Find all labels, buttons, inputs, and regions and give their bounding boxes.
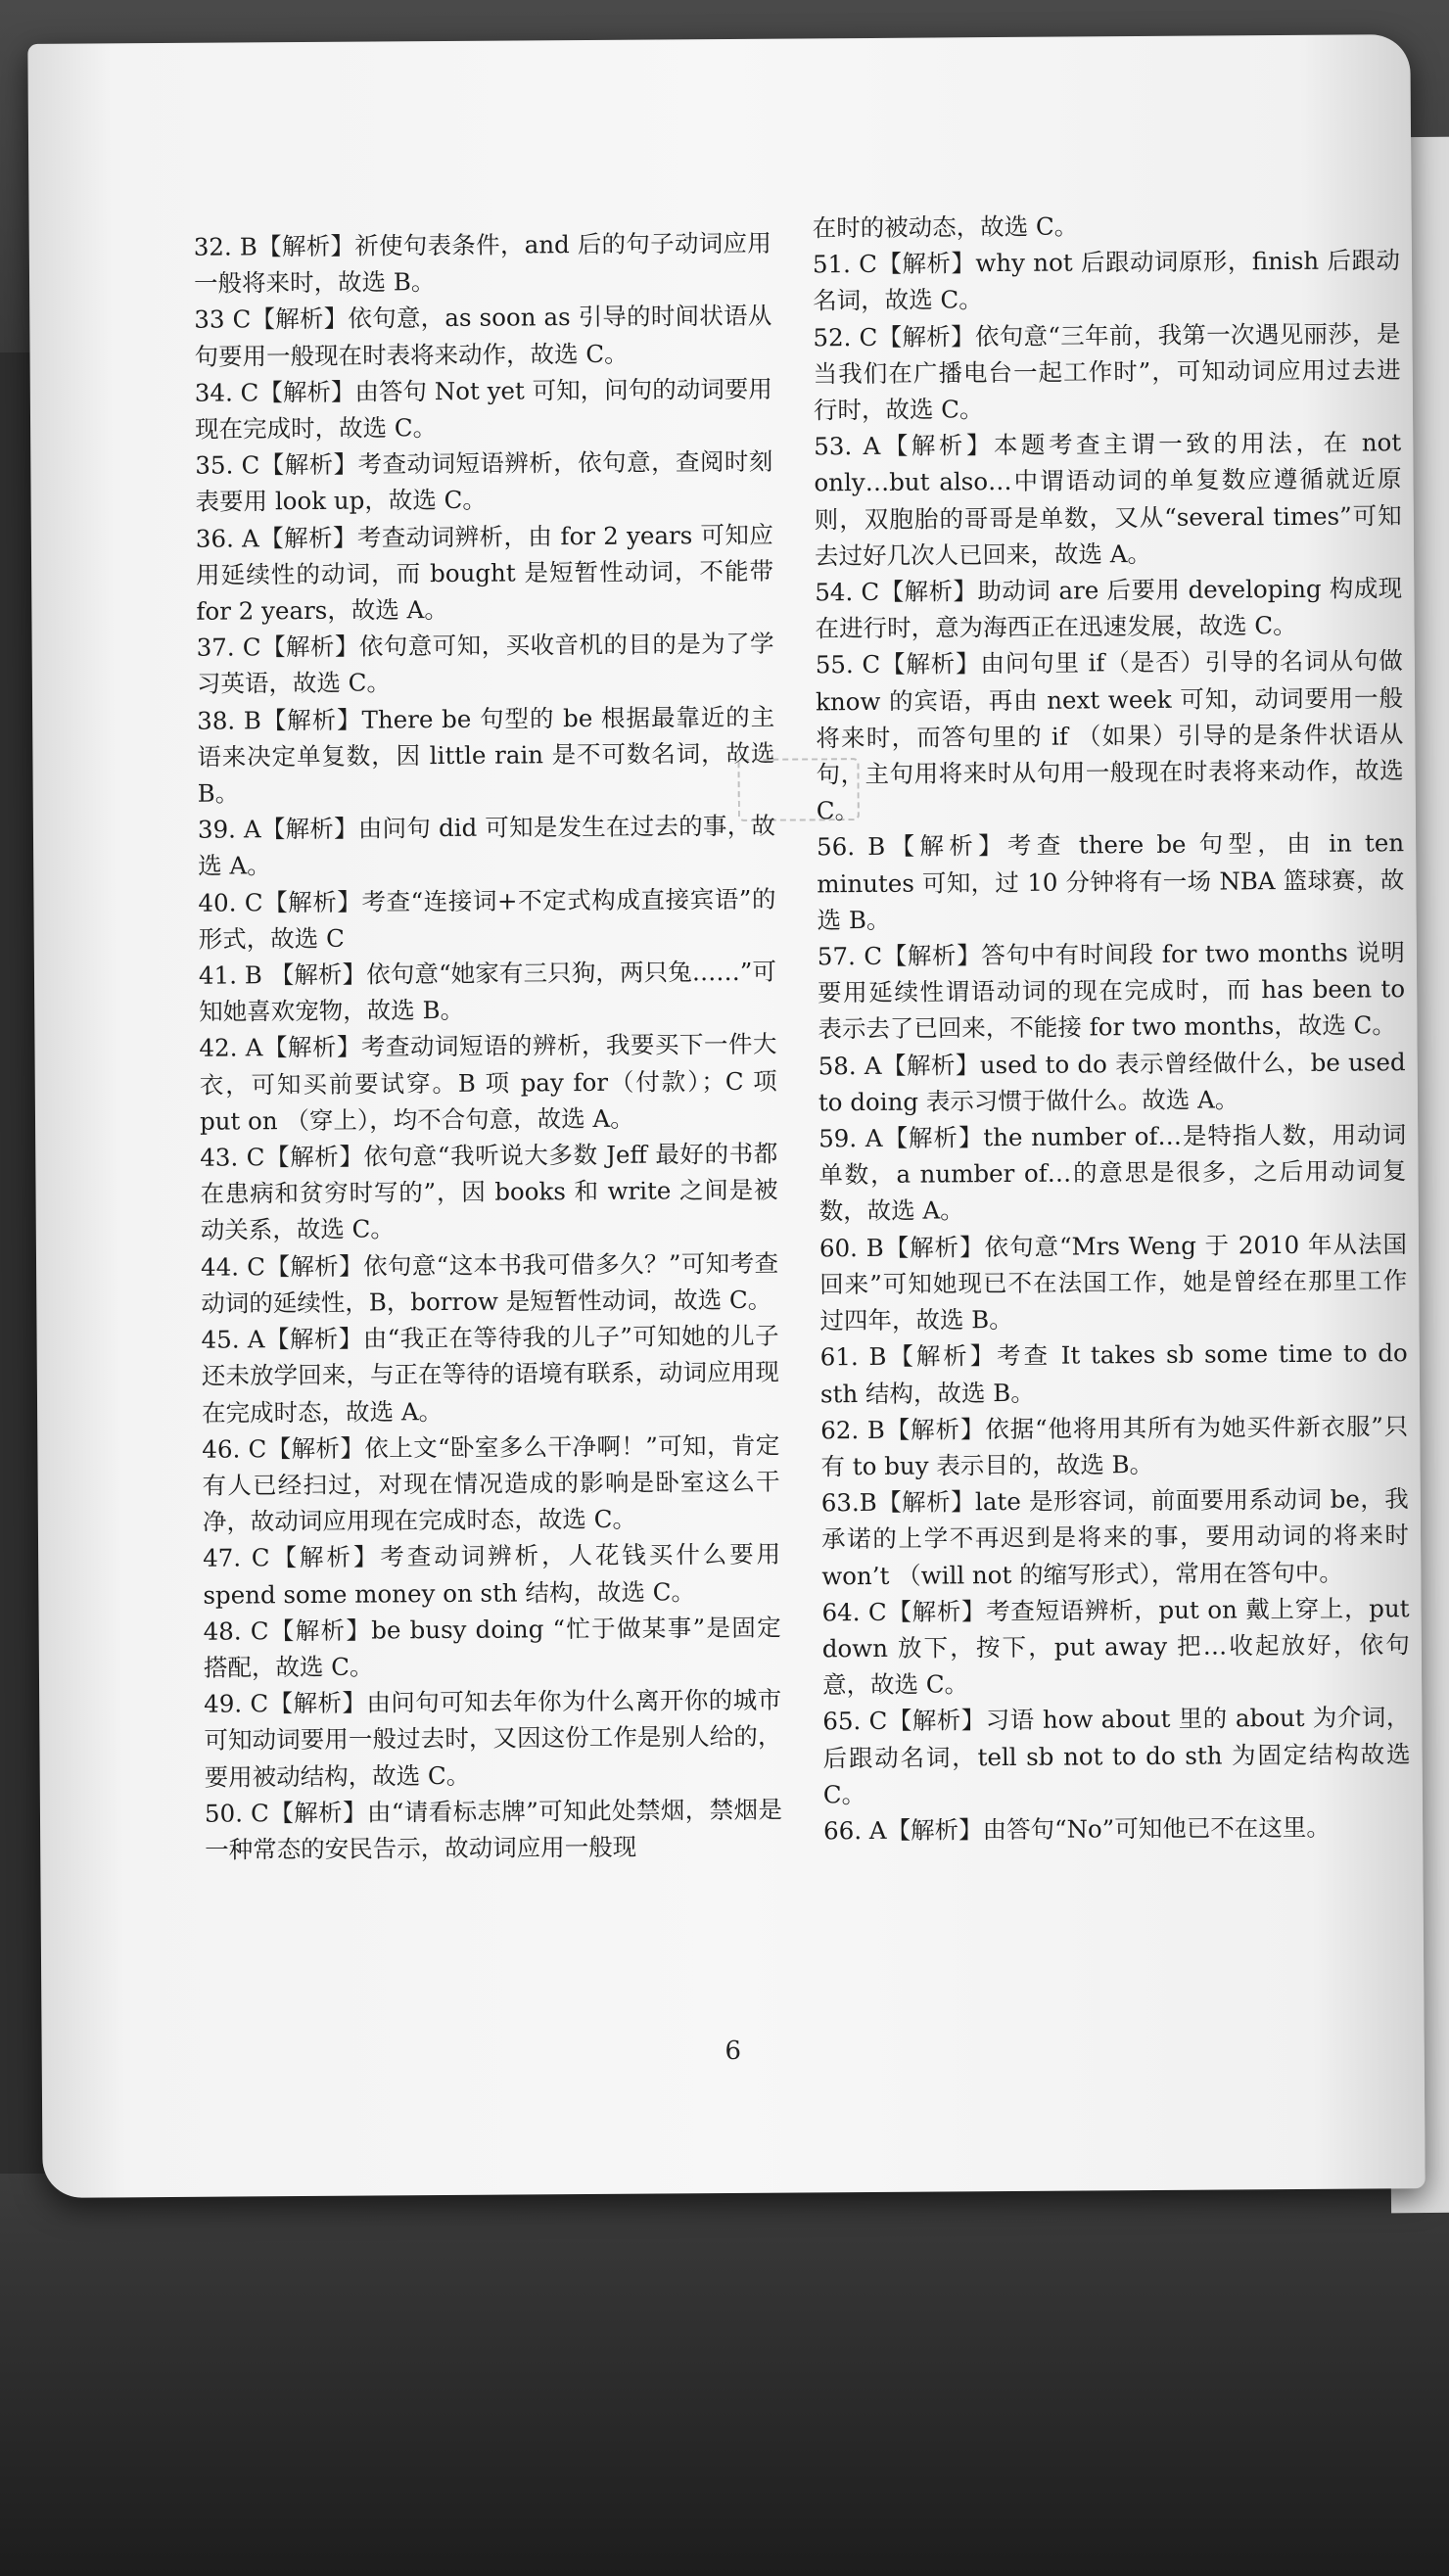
right-column <box>813 206 1412 1849</box>
answer-item: 64. C【解析】考查短语辨析，put on 戴上穿上，put down 放下，按下，put away 把…收起放好，依句意，故选 C。 <box>821 1593 1410 1700</box>
answer-item: 50. C【解析】由“请看标志牌”可知此处禁烟，禁烟是一种常态的安民告示，故动词应用一般现 <box>204 1795 783 1864</box>
answer-item: 34. C【解析】由答句 Not yet 可知，问句的动词要用现在完成时，故选 C。 <box>194 374 772 444</box>
answer-item: 66. A【解析】由答句“No”可知他已不在这里。 <box>822 1812 1331 1846</box>
answer-item: 58. A【解析】used to do 表示曾经做什么，be used to doing 表示习惯于做什么。故选 A。 <box>818 1047 1406 1117</box>
answer-item: 65. C【解析】习语 how about 里的 about 为介词，后跟动名词，tell sb not to do sth 为固定结构故选 C。 <box>822 1703 1411 1809</box>
answer-item: 在时的被动态，故选 C。 <box>812 211 1079 243</box>
answer-item: 48. C【解析】be busy doing “忙于做某事”是固定搭配，故选 C。 <box>203 1613 781 1682</box>
answer-item: 51. C【解析】why not 后跟动词原形，finish 后跟动名词，故选 C。 <box>812 246 1401 315</box>
answer-item: 59. A【解析】the number of…是特指人数，用动词单数，a number of…的意思是很多，之后用动词复数，故选 A。 <box>818 1120 1407 1226</box>
answer-item: 53. A【解析】本题考查主谓一致的用法，在 not only…but also…中谓语动词的单复数应遵循就近原则，双胞胎的哥哥是单数，又从“several times”可知去过好几次人已回来，故选 A。 <box>814 428 1402 571</box>
answer-item: 63.B【解析】late 是形容词，前面要用系动词 be，我承诺的上学不再迟到是将来的事，要用动词的将来时 won’t （will not 的缩写形式），常用在答句中。 <box>820 1484 1410 1590</box>
answer-item: 56. B【解析】考查 there be 句型，由 in ten minutes 可知，过 10 分钟将有一场 NBA 篮球赛，故选 B。 <box>816 828 1405 935</box>
answer-item: 49. C【解析】由问句可知去年你为什么离开你的城市可知动词要用一般过去时，又因这份工作是别人给的，要用被动结构，故选 C。 <box>204 1685 782 1792</box>
answer-item: 46. C【解析】依上文“卧室多么干净啊！”可知，肯定有人已经扫过，对现在情况造成的影响是卧室这么干净，故动词应用现在完成时态，故选 C。 <box>202 1430 780 1536</box>
answer-item: 47. C【解析】考查动词辨析，人花钱买什么要用 spend some money on sth 结构，故选 C。 <box>203 1539 781 1610</box>
answer-item: 54. C【解析】助动词 are 后要用 developing 构成现在进行时，意为海西正在迅速发展，故选 C。 <box>815 574 1403 643</box>
answer-item: 32. B【解析】祈使句表条件，and 后的句子动词应用一般将来时，故选 B。 <box>193 228 771 298</box>
answer-item: 38. B【解析】There be 句型的 be 根据最靠近的主语来决定单复数，因 little rain 是不可数名词，故选 B。 <box>197 702 775 808</box>
answer-item: 60. B【解析】依句意“Mrs Weng 于 2010 年从法国回来”可知她现已不在法国工作，她是曾经在那里工作过四年，故选 B。 <box>818 1229 1408 1335</box>
left-column <box>194 225 783 1868</box>
book-page <box>27 34 1425 2198</box>
answer-item: 52. C【解析】依句意“三年前，我第一次遇见丽莎，是当我们在广播电台一起工作时”，可知动词应用过去进行时，故选 C。 <box>813 318 1401 425</box>
desk-background-bottom <box>0 2174 1449 2576</box>
answer-item: 55. C【解析】由问句里 if（是否）引导的名词从句做 know 的宾语，再由 next week 可知，动词要用一般将来时，而答句里的 if （如果）引导的是条件状语从句，主句用将来时从句用一般现在时表将来动作，故选 C。 <box>815 646 1404 825</box>
answer-item: 61. B【解析】考查 It takes sb some time to do sth 结构，故选 B。 <box>819 1338 1408 1408</box>
answer-item: 33 C【解析】依句意，as soon as 引导的时间状语从句要用一般现在时表将来动作，故选 C。 <box>194 302 772 371</box>
answer-item: 42. A【解析】考查动词短语的辨析，我要买下一件大衣，可知买前要试穿。B 项 pay for（付款）；C 项 put on （穿上），均不合句意，故选 A。 <box>199 1030 777 1136</box>
answer-item: 36. A【解析】考查动词辨析，由 for 2 years 可知应用延续性的动词，而 bought 是短暂性动词，不能带 for 2 years，故选 A。 <box>195 520 774 626</box>
answer-item: 40. C【解析】考查“连接词+不定式构成直接宾语”的形式，故选 C <box>198 884 776 954</box>
answer-item: 45. A【解析】由“我正在等待我的儿子”可知她的儿子还未放学回来，与正在等待的语境有联系，动词应用现在完成时态，故选 A。 <box>201 1321 779 1428</box>
page-number: 6 <box>724 2036 742 2067</box>
answer-item: 57. C【解析】答句中有时间段 for two months 说明要用延续性谓语动词的现在完成时，而 has been to 表示去了已回来，不能接 for two months，故选 C。 <box>817 938 1406 1044</box>
answer-item: 43. C【解析】依句意“我听说大多数 Jeff 最好的书都在患病和贫穷时写的”，因 books 和 write 之间是被动关系，故选 C。 <box>200 1139 778 1245</box>
answer-item: 44. C【解析】依句意“这本书我可借多久？”可知考查动词的延续性，B，borrow 是短暂性动词，故选 C。 <box>200 1248 779 1318</box>
answer-item: 62. B【解析】依据“他将用其所有为她买件新衣服”只有 to buy 表示目的，故选 B。 <box>820 1411 1409 1481</box>
answer-item: 41. B 【解析】依句意“她家有三只狗，两只兔……”可知她喜欢宠物，故选 B。 <box>198 957 777 1027</box>
answer-item: 39. A【解析】由问句 did 可知是发生在过去的事，故选 A。 <box>197 811 776 881</box>
answer-item: 35. C【解析】考查动词短语辨析，依句意，查阅时刻表要用 look up，故选 C。 <box>195 446 773 517</box>
answer-item: 37. C【解析】依句意可知，买收音机的目的是为了学习英语，故选 C。 <box>196 629 774 699</box>
